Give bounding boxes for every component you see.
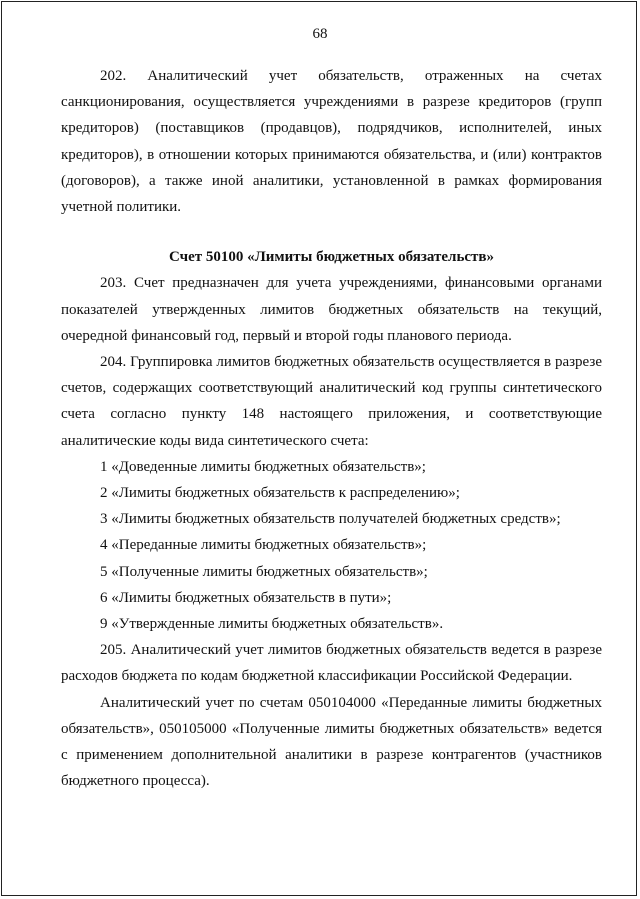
paragraph-204: 204. Группировка лимитов бюджетных обязательств осуществляется в разрезе счетов, содержащих соответствующий аналитический код группы синтетического счета согласно пункту 148 настоящего приложения, и соответствующие аналитические коды вида синтетического счета: xyxy=(61,354,602,449)
section-heading: Счет 50100 «Лимиты бюджетных обязательств» xyxy=(168,249,494,266)
paragraph-205: 205. Аналитический учет лимитов бюджетных обязательств ведется в разрезе расходов бюджета по кодам бюджетной классификации Российской Федерации. xyxy=(61,642,602,685)
paragraph-202: 202. Аналитический учет обязательств, отраженных на счетах санкционирования, осуществляется учреждениями в разрезе кредиторов (групп кредиторов) (поставщиков (продавцов), подрядчиков, исполнителей, иных кредиторов), в отношении которых принимаются обязательства, и (или) контрактов (договоров), а также иной аналитики, установленной в рамках формирования учетной политики. xyxy=(61,68,602,216)
list-item: 9 «Утвержденные лимиты бюджетных обязательств». xyxy=(100,616,444,633)
list-item: 1 «Доведенные лимиты бюджетных обязательств»; xyxy=(100,458,426,475)
list-item: 5 «Полученные лимиты бюджетных обязательств»; xyxy=(100,563,428,580)
paragraph-203: 203. Счет предназначен для учета учреждениями, финансовыми органами показателей утвержденных лимитов бюджетных обязательств на текущий, очередной финансовый год, первый и второй годы планового периода. xyxy=(61,275,602,344)
list-item: 2 «Лимиты бюджетных обязательств к распределению»; xyxy=(100,485,460,502)
account-code-list xyxy=(61,454,602,637)
paragraph-analytics: Аналитический учет по счетам 050104000 «Переданные лимиты бюджетных обязательств», 050105000 «Полученные лимиты бюджетных обязательств» ведется с применением дополнительной аналитики в разрезе контрагентов (участников бюджетного процесса). xyxy=(61,694,602,790)
list-item: 4 «Переданные лимиты бюджетных обязательств»; xyxy=(100,537,427,554)
page-number: 68 xyxy=(312,26,328,42)
document-body xyxy=(61,63,602,794)
list-item: 3 «Лимиты бюджетных обязательств получателей бюджетных средств»; xyxy=(100,511,561,528)
list-item: 6 «Лимиты бюджетных обязательств в пути»; xyxy=(100,589,392,606)
